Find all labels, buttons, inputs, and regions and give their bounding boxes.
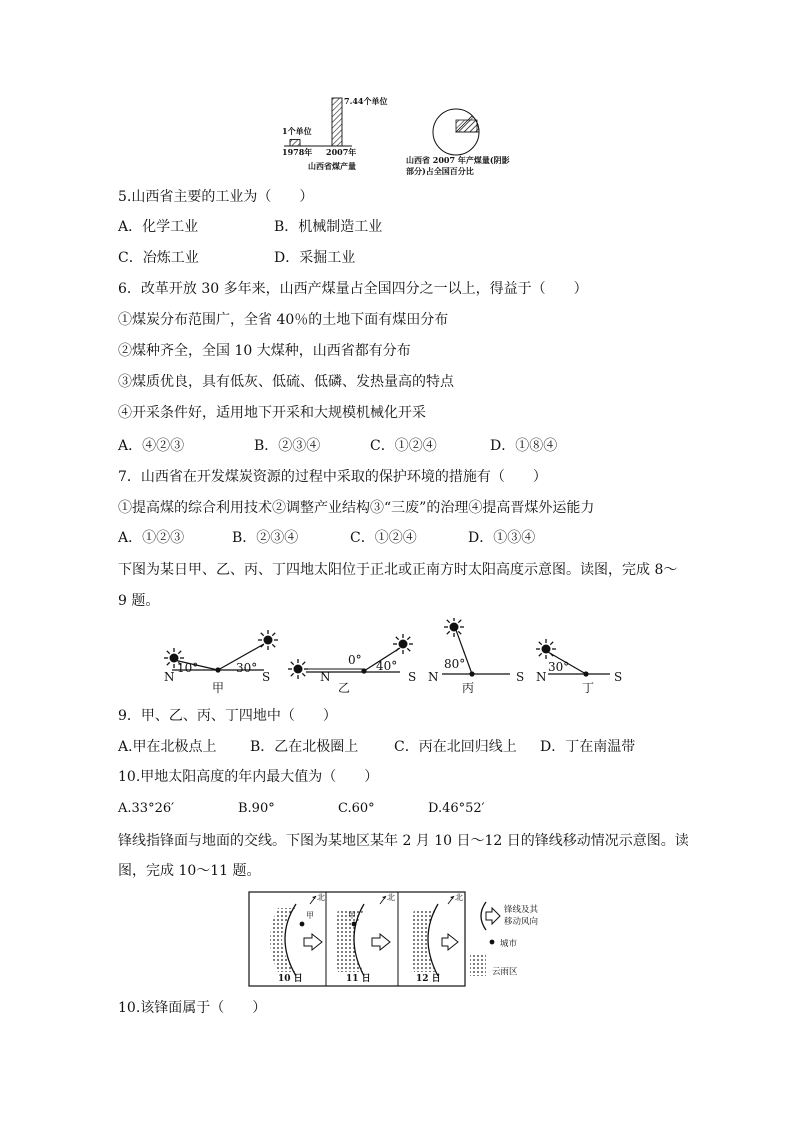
q6-item-1: ①煤炭分布范围广，全省 40％的土地下面有煤田分布 <box>118 312 449 328</box>
label-s: S <box>516 670 525 684</box>
pie-caption-line1: 山西省 2007 年产煤量(阴影 <box>406 155 510 165</box>
sun-icon <box>536 639 556 659</box>
sun-diagram-yi <box>288 634 416 695</box>
legend-front-line <box>481 902 486 930</box>
label-n: N <box>320 670 331 684</box>
front-legend <box>470 902 539 977</box>
city-label: 甲 <box>306 911 314 920</box>
coal-pie-chart <box>406 109 510 176</box>
bar-value-label-1978: 1个单位 <box>282 126 312 136</box>
pie-caption-line2: 部分)占全国百分比 <box>406 166 474 176</box>
sun-altitude-figure <box>160 618 630 698</box>
city-dot <box>300 922 305 927</box>
q5-option-a: A．化学工业 <box>118 219 199 235</box>
q7-option-d: D．①③④ <box>468 530 536 546</box>
city-label: 甲 <box>348 911 356 920</box>
coal-bar-chart <box>282 96 387 171</box>
q7-stem: 7．山西省在开发煤炭资源的过程中采取的保护环境的措施有（ ） <box>118 469 547 485</box>
q10b-stem: 10.该锋面属于（ ） <box>118 1000 267 1016</box>
q10a-option-a: A.33°26′ <box>118 801 175 816</box>
intro-10-11-line2: 图，完成 10～11 题。 <box>118 863 261 879</box>
angle-bing: 80° <box>444 657 466 671</box>
day-label-10: 10 日 <box>278 974 303 984</box>
north-label: 北 <box>455 893 463 902</box>
angle-ding: 30° <box>548 660 570 674</box>
legend-cloud-rain-label: 云雨区 <box>492 967 518 977</box>
label-s: S <box>408 670 417 684</box>
q7-option-a: A．①②③ <box>118 530 185 546</box>
q6-item-4: ④开采条件好，适用地下开采和大规模机械化开采 <box>118 405 426 421</box>
q6-option-c: C．①②④ <box>370 438 437 454</box>
sun-icon <box>258 630 278 650</box>
q10a-stem: 10.甲地太阳高度的年内最大值为（ ） <box>118 769 379 785</box>
q10a-option-d: D.46°52′ <box>428 801 485 816</box>
intro-8-9-line1: 下图为某日甲、乙、丙、丁四地太阳位于正北或正南方时太阳高度示意图。读图，完成 8～ <box>118 562 678 578</box>
sun-icon <box>444 618 464 637</box>
legend-front-line1: 锋线及其 <box>504 905 539 915</box>
q5-option-b: B．机械制造工业 <box>274 219 383 235</box>
front-movement-figure <box>248 890 548 988</box>
q5-option-c: C．冶炼工业 <box>118 250 199 266</box>
q6-item-3: ③煤质优良，具有低灰、低硫、低磷、发热量高的特点 <box>118 374 454 390</box>
coal-output-figure <box>270 88 510 178</box>
legend-city-label: 城市 <box>500 939 518 949</box>
place-yi: 乙 <box>338 681 351 695</box>
bar-category-2007: 2007年 <box>326 147 357 157</box>
q5-option-d: D．采掘工业 <box>274 250 356 266</box>
q9-stem: 9．甲、乙、丙、丁四地中（ ） <box>118 708 337 724</box>
q9-option-d: D．丁在南温带 <box>540 739 636 755</box>
bar-1978年 <box>290 140 300 146</box>
north-label: 北 <box>387 893 395 902</box>
intro-10-11-line1: 锋线指锋面与地面的交线。下图为某地区某年 2 月 10 日～12 日的锋线移动情况示意图。读 <box>118 833 689 849</box>
q6-stem: 6．改革开放 30 多年来，山西产煤量占全国四分之一以上，得益于（ ） <box>118 281 588 297</box>
bar-value-label-2007: 7.44个单位 <box>344 96 388 106</box>
angle-jia-left: 10° <box>177 661 199 675</box>
legend-arrow-icon <box>486 908 500 924</box>
place-ding: 丁 <box>582 681 595 695</box>
day-label-11: 11 日 <box>346 974 371 984</box>
q6-item-2: ②煤种齐全，全国 10 大煤种，山西省都有分布 <box>118 343 411 359</box>
label-n: N <box>164 670 175 684</box>
north-label: 北 <box>317 893 325 902</box>
pie-shaded-slice-lower <box>456 120 477 132</box>
city-dot <box>352 922 357 927</box>
angle-yi-right: 40° <box>376 659 398 673</box>
q7-option-b: B．②③④ <box>232 530 299 546</box>
sun-diagram-ding <box>536 639 622 695</box>
q5-stem: 5.山西省主要的工业为（ ） <box>118 189 314 205</box>
place-bing: 丙 <box>462 681 475 695</box>
label-n: N <box>428 670 439 684</box>
legend-front-line2: 移动风向 <box>504 917 539 927</box>
q7-option-c: C．①②④ <box>350 530 417 546</box>
sun-diagram-bing <box>428 618 524 695</box>
q9-option-a: A.甲在北极点上 <box>118 739 217 755</box>
sun-icon <box>393 634 413 654</box>
q9-option-b: B．乙在北极圈上 <box>250 739 359 755</box>
angle-jia-right: 30° <box>236 661 258 675</box>
intro-8-9-line2: 9 题。 <box>118 593 160 609</box>
sun-icon <box>288 659 308 679</box>
label-s: S <box>614 670 623 684</box>
label-s: S <box>262 670 271 684</box>
legend-city-dot <box>490 940 495 945</box>
bar-2007年 <box>332 98 342 146</box>
angle-yi-left: 0° <box>348 653 362 667</box>
label-n: N <box>536 670 547 684</box>
q6-option-a: A．④②③ <box>118 438 185 454</box>
q7-items: ①提高煤的综合利用技术②调整产业结构③“三废”的治理④提高晋煤外运能力 <box>118 500 595 516</box>
q6-option-b: B．②③④ <box>254 438 321 454</box>
day-label-12: 12 日 <box>416 974 441 984</box>
bar-category-1978: 1978年 <box>282 147 313 157</box>
q9-option-c: C．丙在北回归线上 <box>394 739 517 755</box>
bar-chart-caption: 山西省煤产量 <box>308 161 356 171</box>
place-jia: 甲 <box>212 681 225 695</box>
sun-diagram-jia <box>164 630 278 695</box>
q10a-option-b: B.90° <box>238 801 275 816</box>
q6-option-d: D．①⑧④ <box>490 438 558 454</box>
legend-cloud-rain-swatch <box>470 954 486 976</box>
q10a-option-c: C.60° <box>338 801 375 816</box>
